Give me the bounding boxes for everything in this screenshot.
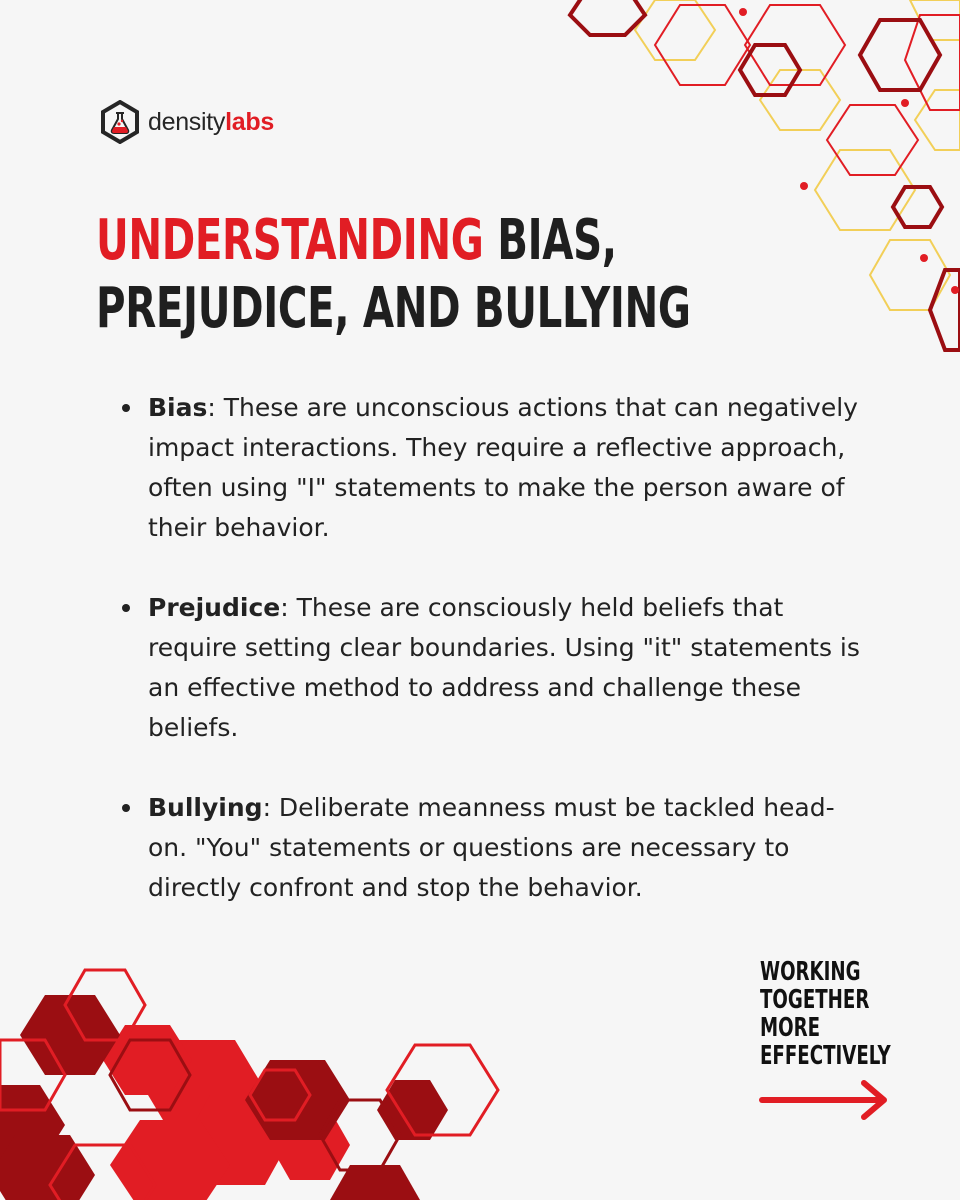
brand-wordmark [148, 107, 274, 136]
cta-text [760, 958, 921, 1070]
bullet-text: : Deliberate meanness must be tackled head-on. "You" statements or questions are necessary to directly confront and stop the behavior. [148, 793, 835, 902]
decorative-hexagons-bottom [0, 950, 520, 1200]
cta-line-3: MORE [760, 1013, 821, 1043]
title-line2: PREJUDICE, AND BULLYING [96, 276, 691, 341]
cta-line-2: TOGETHER [760, 985, 870, 1015]
cta-line-1: WORKING [760, 957, 861, 987]
bullet-term: Prejudice [148, 593, 281, 622]
bullet-text: : These are unconscious actions that can negatively impact interactions. They require a reflective approach, often using "I" statements to make the person aware of their behavior. [148, 393, 858, 542]
arrow-right-icon [758, 1080, 892, 1120]
bullet-bullying [120, 788, 860, 908]
brand-wordmark-part2: labs [225, 107, 274, 136]
title-accent: UNDERSTANDING [96, 208, 484, 273]
definition-list [120, 388, 860, 948]
page-title [96, 207, 744, 343]
bullet-bias [120, 388, 860, 548]
flask-hexagon-icon [100, 100, 140, 144]
bullet-term: Bias [148, 393, 208, 422]
bullet-prejudice [120, 588, 860, 748]
bullet-term: Bullying [148, 793, 263, 822]
title-line1-rest: BIAS, [483, 208, 617, 273]
bullet-text: : These are consciously held beliefs that require setting clear boundaries. Using "it" statements is an effective method to address and challenge these beliefs. [148, 593, 860, 742]
cta-line-4: EFFECTIVELY [760, 1041, 891, 1071]
brand-wordmark-part1: density [148, 107, 226, 136]
brand-logo [100, 100, 274, 144]
